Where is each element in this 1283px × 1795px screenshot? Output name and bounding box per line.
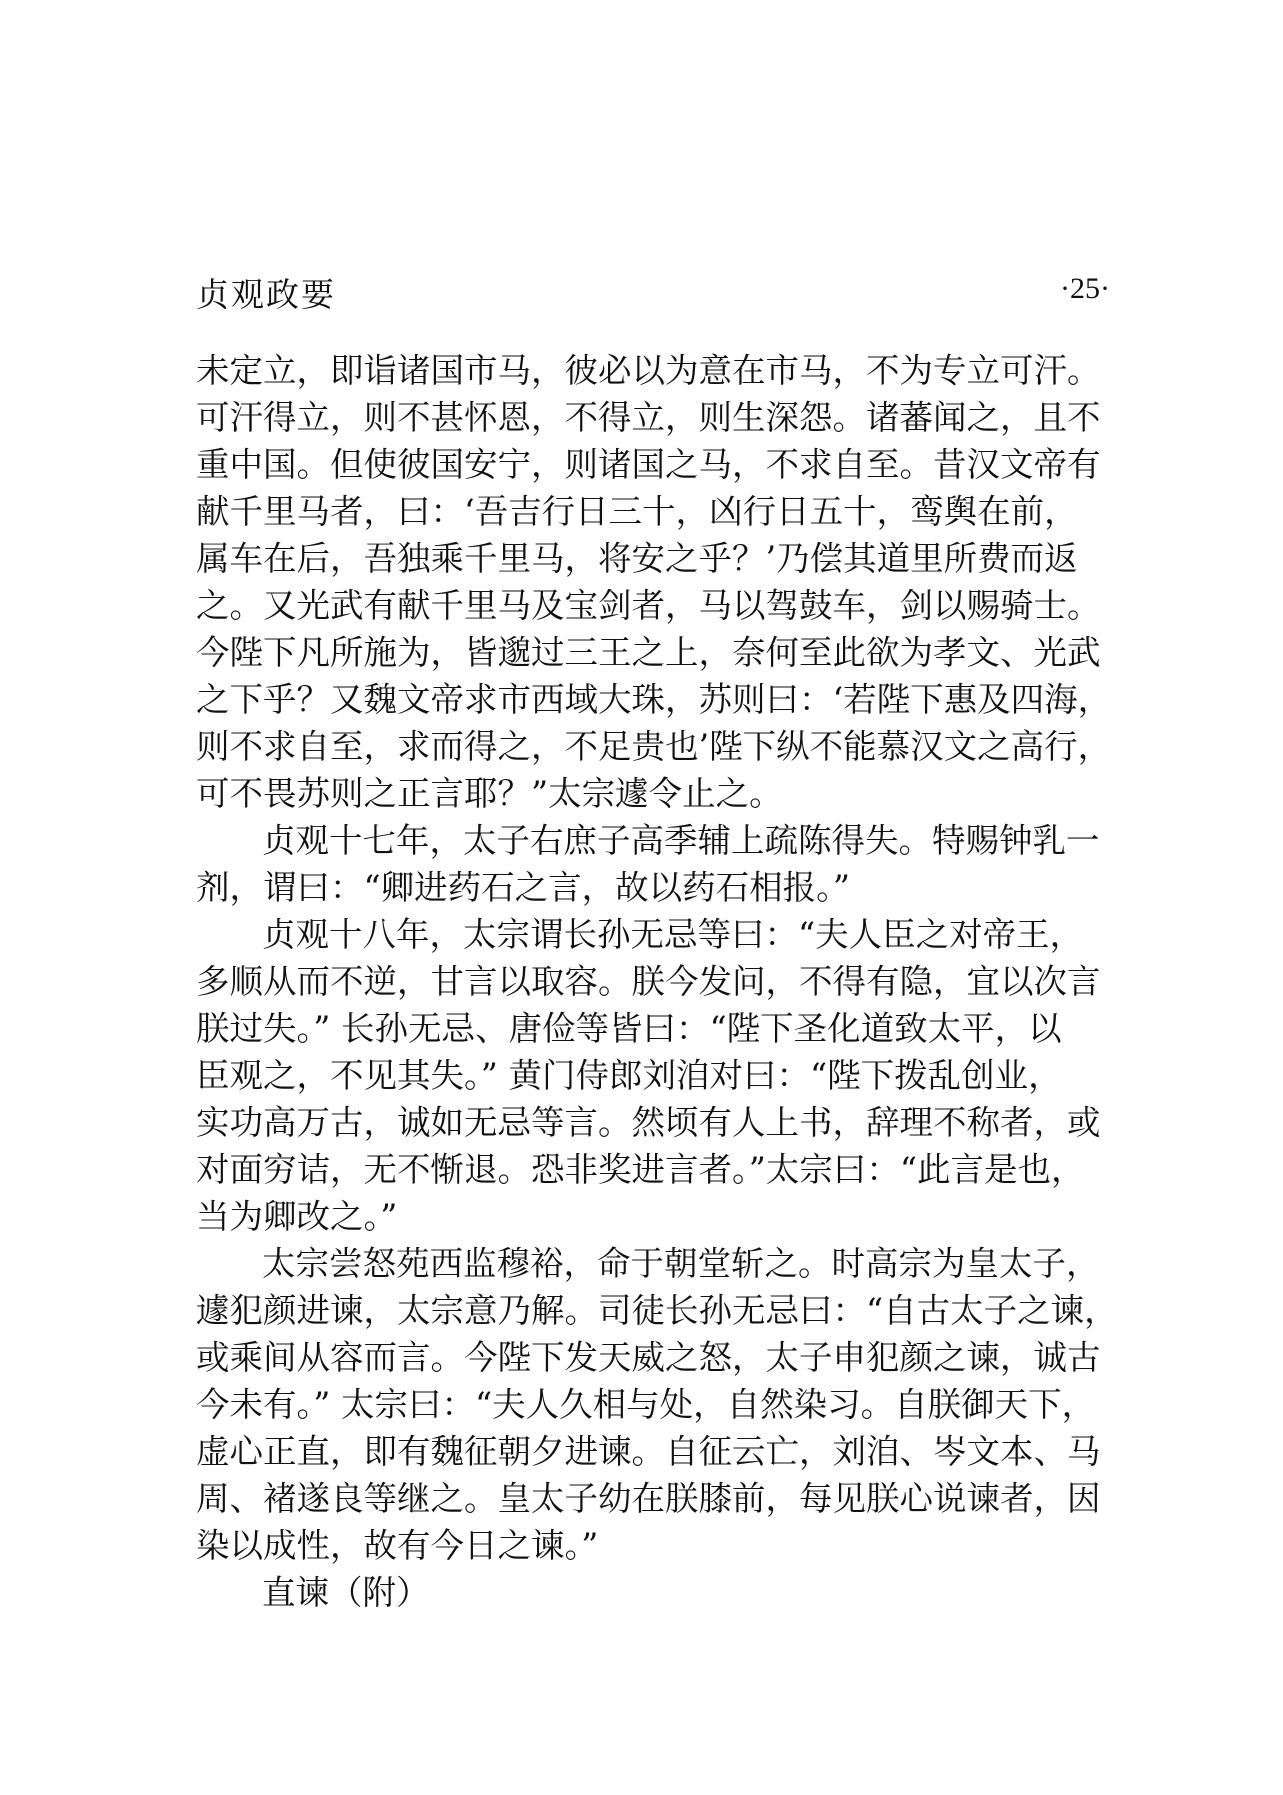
text-line: 可汗得立，则不甚怀恩，不得立，则生深怨。诸蕃闻之，且不 (196, 398, 1101, 437)
text-line: 之下乎？又魏文帝求市西域大珠，苏则曰：‘若陛下惠及四海， (196, 680, 1112, 719)
page-number: ·25· (1060, 272, 1110, 305)
text-line: 多顺从而不逆，甘言以取容。朕今发问，不得有隐，宜以次言 (196, 962, 1101, 1001)
text-line: 剂，谓曰：“卿进药石之言，故以药石相报。” (196, 868, 851, 907)
text-line: 朕过失。” 长孙无忌、唐俭等皆曰：“陛下圣化道致太平，以 (196, 1009, 1062, 1048)
paragraph-start-line: 太宗尝怒苑西监穆裕，命于朝堂斩之。时高宗为皇太子， (262, 1244, 1100, 1283)
text-line: 则不求自至，求而得之，不足贵也’陛下纵不能慕汉文之高行， (196, 727, 1112, 766)
text-line: 献千里马者，曰：‘吾吉行日三十，凶行日五十，鸾舆在前， (196, 492, 1078, 531)
text-line: 或乘间从容而言。今陛下发天威之怒，太子申犯颜之谏，诚古 (196, 1338, 1101, 1377)
text-line: 周、褚遂良等继之。皇太子幼在朕膝前，每见朕心说谏者，因 (196, 1479, 1101, 1518)
text-line: 之。又光武有献千里马及宝剑者，马以驾鼓车，剑以赐骑士。 (196, 586, 1101, 625)
text-line: 虚心正直，即有魏征朝夕进谏。自征云亡，刘洎、岑文本、马 (196, 1432, 1101, 1471)
running-title: 贞观政要 (196, 275, 336, 314)
text-line: 可不畏苏则之正言耶？”太宗遽令止之。 (196, 774, 783, 813)
text-line: 实功高万古，诚如无忌等言。然顷有人上书，辞理不称者，或 (196, 1103, 1101, 1142)
section-heading: 直谏（附） (262, 1573, 430, 1612)
text-line: 重中国。但使彼国安宁，则诸国之马，不求自至。昔汉文帝有 (196, 445, 1101, 484)
text-line: 未定立，即诣诸国市马，彼必以为意在市马，不为专立可汗。 (196, 351, 1101, 390)
text-line: 对面穷诘，无不惭退。恐非奖进言者。”太宗曰：“此言是也， (196, 1150, 1085, 1189)
text-line: 臣观之，不见其失。” 黄门侍郎刘洎对曰：“陛下拨乱创业， (196, 1056, 1062, 1095)
body-text (196, 347, 1156, 1616)
text-line: 当为卿改之。” (196, 1197, 398, 1236)
paragraph-start-line: 贞观十七年，太子右庶子高季辅上疏陈得失。特赐钟乳一 (262, 821, 1100, 860)
text-line: 今未有。” 太宗曰：“夫人久相与处，自然染习。自朕御天下， (196, 1385, 1096, 1424)
paragraph-start-line: 贞观十八年，太宗谓长孙无忌等曰：“夫人臣之对帝王， (262, 915, 1084, 954)
text-line: 属车在后，吾独乘千里马，将安之乎？’乃偿其道里所费而返 (196, 539, 1078, 578)
text-line: 今陛下凡所施为，皆邈过三王之上，奈何至此欲为孝文、光武 (196, 633, 1101, 672)
text-line: 染以成性，故有今日之谏。” (196, 1526, 599, 1565)
text-line: 遽犯颜进谏，太宗意乃解。司徒长孙无忌曰：“自古太子之谏， (196, 1291, 1118, 1330)
